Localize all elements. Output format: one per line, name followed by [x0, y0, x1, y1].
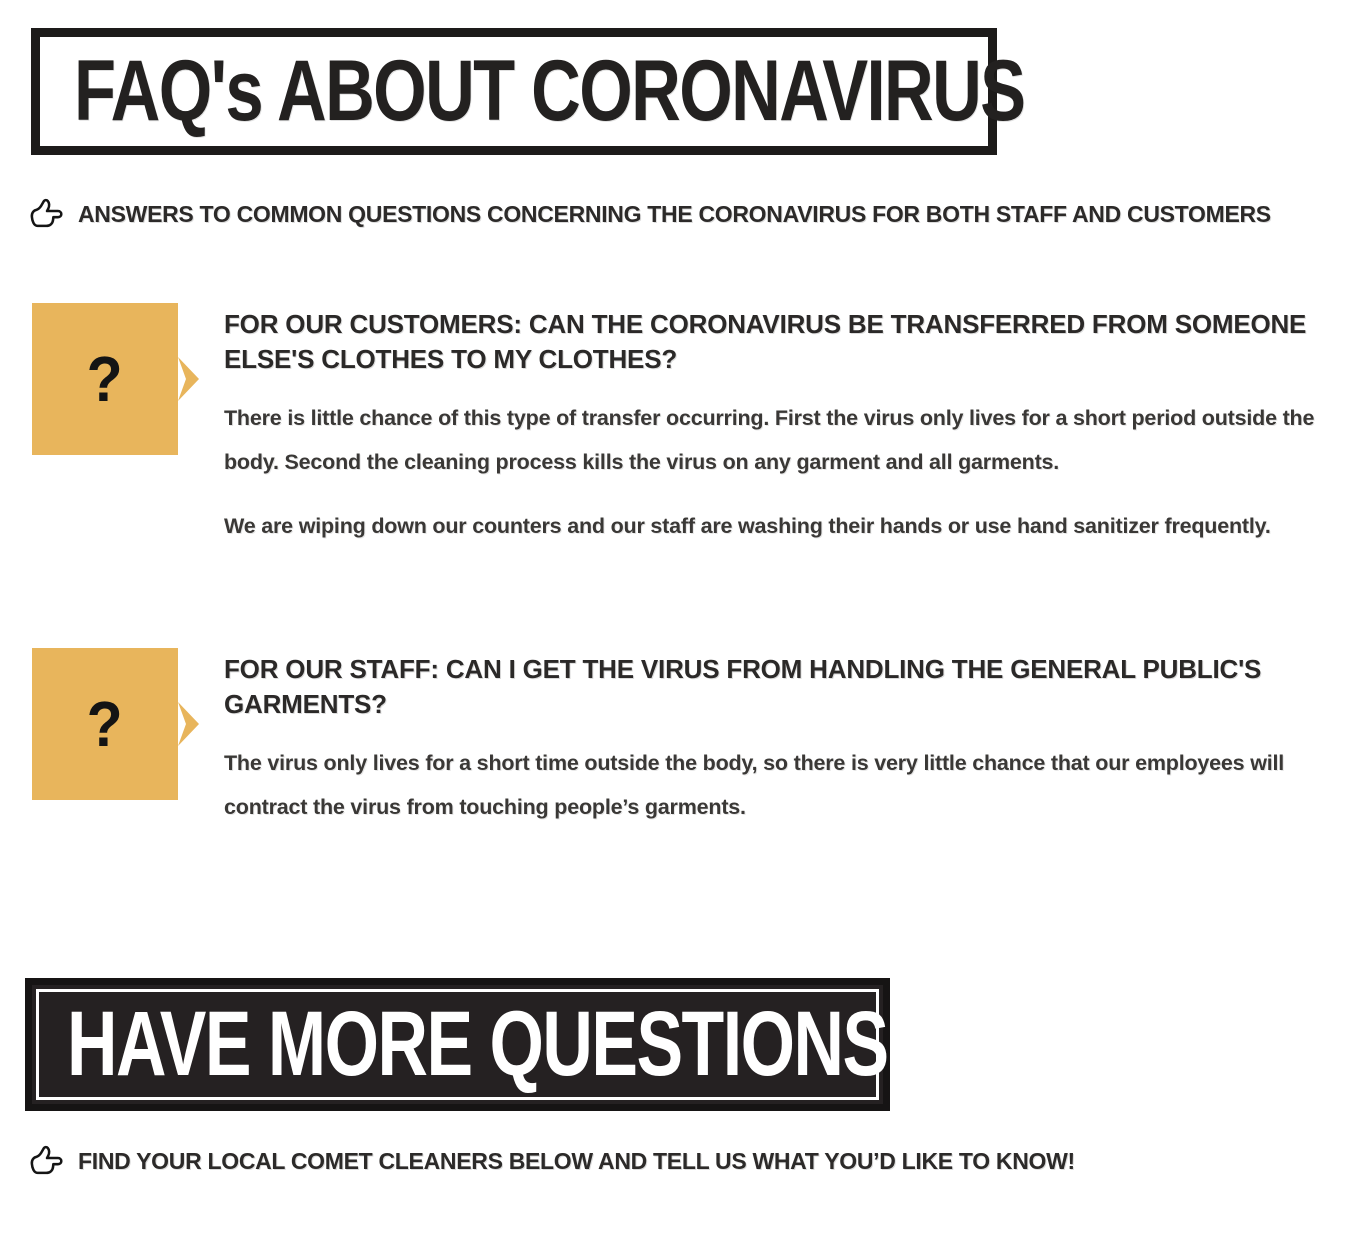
badge-tail-arrow-icon: [178, 357, 199, 401]
faq-question: FOR OUR STAFF: CAN I GET THE VIRUS FROM HANDLING THE GENERAL PUBLIC'S GARMENTS?: [224, 654, 1262, 719]
faq-answer-paragraph: There is little chance of this type of transfer occurring. First the virus only lives for a short period outside the body. Second the cleaning process kills the virus on any garment and all garments.: [224, 406, 1315, 474]
question-badge: [32, 648, 178, 800]
hand-pointing-right-icon: [27, 1143, 63, 1179]
question-mark-icon: ?: [87, 688, 123, 760]
intro-row: [27, 196, 1271, 232]
more-questions-banner-inner: [36, 989, 929, 1100]
faq-content: [224, 648, 1316, 829]
footer-row: [27, 1143, 1075, 1179]
faq-item-staff: [32, 648, 1316, 829]
faq-answer-paragraph: We are wiping down our counters and our staff are washing their hands or use hand sanitizer frequently.: [224, 514, 1271, 538]
footer-text: FIND YOUR LOCAL COMET CLEANERS BELOW AND TELL US WHAT YOU’D LIKE TO KNOW!: [78, 1147, 1075, 1174]
hand-pointing-right-icon: [27, 196, 63, 232]
faq-content: [224, 303, 1316, 548]
faq-answer-paragraph: The virus only lives for a short time outside the body, so there is very little chance that our employees will contract the virus from touching people’s garments.: [224, 751, 1285, 819]
page-title-banner: [31, 28, 1025, 155]
faq-item-customers: [32, 303, 1316, 548]
intro-text: ANSWERS TO COMMON QUESTIONS CONCERNING THE CORONAVIRUS FOR BOTH STAFF AND CUSTOMERS: [78, 200, 1271, 227]
badge-tail-arrow-icon: [178, 702, 199, 746]
faq-question: FOR OUR CUSTOMERS: CAN THE CORONAVIRUS BE TRANSFERRED FROM SOMEONE ELSE'S CLOTHES TO MY CLOTHES?: [224, 309, 1307, 374]
faq-answer: [224, 397, 1316, 548]
faq-answer: [224, 742, 1316, 829]
question-mark-icon: ?: [87, 343, 123, 415]
page-title: FAQ's ABOUT CORONAVIRUS: [74, 43, 1025, 139]
more-questions-banner: [25, 978, 929, 1111]
more-questions-title: HAVE MORE QUESTIONS?: [67, 993, 929, 1095]
question-badge: [32, 303, 178, 455]
